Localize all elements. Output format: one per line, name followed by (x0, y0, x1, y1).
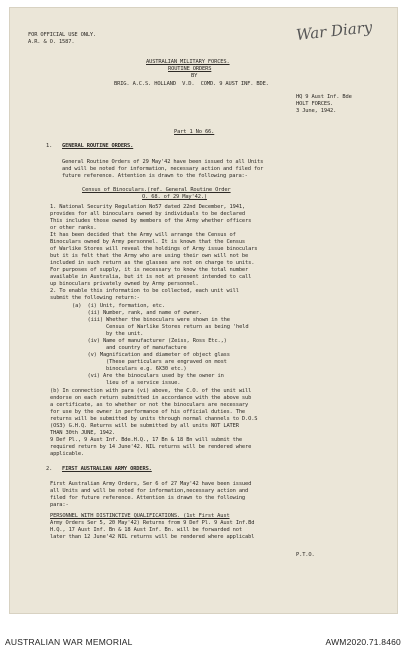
section-2-heading: FIRST AUSTRALIAN ARMY ORDERS. (62, 466, 152, 472)
return-list-item: lieu of a service issue. (72, 380, 181, 386)
return-list-item: by the unit. (72, 331, 144, 337)
s1-body2-line: for use by the owner in performance of his official duties. The (50, 409, 246, 415)
section-1-heading: GENERAL ROUTINE ORDERS. (62, 143, 134, 149)
return-list-item: (vi) Are the binoculars used by the owner in (72, 373, 224, 379)
s1-body-line: but it is felt that the Army who are using their own will not be (50, 253, 249, 259)
commander-line: BRIG. A.C.S. HOLLAND V.D. COMD. 9 AUST INF. BDE. (114, 81, 269, 87)
part-title: Part 1 No 66. (174, 129, 215, 135)
footer-accession-number: AWM2020.71.8460 (325, 637, 401, 647)
s2-body-line: First Australian Army Orders, Ser 6 of 27 May'42 have been issued (50, 481, 252, 487)
s2-subheading: PERSONNEL WITH DISTINCTIVE QUALIFICATIONS. (1st First Aust (50, 513, 230, 519)
s1-body-line: It has been decided that the Army will arrange the Census of (50, 232, 236, 238)
org-title: AUSTRALIAN MILITARY FORCES. (146, 59, 230, 65)
return-list-item: (iv) Name of manufacturer (Zeiss, Ross Etc.,) (72, 338, 227, 344)
document-date: 3 June, 1942. (296, 108, 337, 114)
s1-body-line: included in such return as the glasses are not on charge to units. (50, 260, 255, 266)
s1-intro-line: future reference. Attention is drawn to the following para:- (62, 173, 248, 179)
s1-body-line: submit the following return:- (50, 295, 140, 301)
hq-line: HQ 9 Aust Inf. Bde (296, 94, 352, 100)
footer-institution: AUSTRALIAN WAR MEMORIAL (5, 637, 133, 647)
s1-body-line: 2. To enable this information to be collected, each unit will (50, 288, 239, 294)
s1-body-line: 1. National Security Regulation No57 dated 22nd December, 1941, (50, 204, 246, 210)
s1-body-line: For purposes of supply, it is necessary to know the total number (50, 267, 249, 273)
handwritten-annotation: War Diary (295, 18, 374, 44)
s1-intro-line: General Routine Orders of 29 May'42 have been issued to all Units (62, 159, 264, 165)
orders-title: ROUTINE ORDERS (168, 66, 212, 72)
return-list-item: (a) (i) Unit, formation, etc. (72, 303, 165, 309)
census-ref: O. 68. of 29 May'42.) (142, 194, 208, 200)
pto-note: P.T.O. (296, 552, 315, 558)
census-title-text: Census of Binoculars.(ref. General Routine Order (82, 187, 231, 193)
return-list-item: and country of manufacture (72, 345, 187, 351)
s1-body-line: available in Australia, but it is not at present intended to call (50, 274, 252, 280)
return-list-item: (v) Magnification and diameter of object glass (72, 352, 230, 358)
document-page (10, 8, 397, 613)
s1-body2-line: THAN 30th JUNE, 1942. (50, 430, 116, 436)
s1-body-line: or other ranks. (50, 225, 97, 231)
s2-body2-line: Army Orders Ser 5, 20 May'42) Returns from 9 Def Pl. 9 Aust Inf.Bd (50, 520, 255, 526)
census-title (82, 187, 231, 194)
s2-body2-line: H.Q., 17 Aust Inf. Bn & 18 Aust Inf. Bn. will be forwarded not (50, 527, 242, 533)
s1-body2-line: required return by 14 June'42. NIL returns will be rendered where (50, 444, 252, 450)
document-ref: A.R. & O. 1587. (28, 39, 75, 45)
return-list-item: (iii) Whether the binoculars were shown in the (72, 317, 230, 323)
s1-body-line: up binoculars privately owned by Army personnel. (50, 281, 199, 287)
return-list-item: binoculars e.g. 6X30 etc.) (72, 366, 187, 372)
classification: FOR OFFICIAL USE ONLY. (28, 32, 97, 38)
s2-body-line: filed for future reference. Attention is drawn to the following (50, 495, 246, 501)
s1-body2-line: applicable. (50, 451, 85, 457)
s1-intro-line: and will be noted for information, necessary action and filed for (62, 166, 264, 172)
s1-body-line: Binoculars owned by Army personnel. It is known that the Census (50, 239, 246, 245)
section-1-number: 1. (46, 143, 53, 149)
s1-body2-line: endorse on each return submitted in accordance with the above sub (50, 395, 252, 401)
return-list-item: (These particulars are engraved on most (72, 359, 227, 365)
s1-body-line: This includes those owned by members of the Army whether officers (50, 218, 252, 224)
orders-by: BY (191, 73, 198, 79)
section-2-number: 2. (46, 466, 53, 472)
s2-body2-line: later than 12 June'42 NIL returns will be rendered where applicabl (50, 534, 255, 540)
return-list-item: (ii) Number, rank, and name of owner. (72, 310, 203, 316)
s1-body2-line: (OS3) G.H.Q. Returns will be submitted by all units NOT LATER (50, 423, 239, 429)
s1-body2-line: returns will be submitted by units through normal channels to D.O.S (50, 416, 258, 422)
s1-body2-line: 9 Def Pl., 9 Aust Inf. Bde.H.Q., 17 Bn & 18 Bn will submit the (50, 437, 242, 443)
return-list-item: Census of Warlike Stores return as being 'held (72, 324, 249, 330)
s2-body-line: para:- (50, 502, 69, 508)
s1-body2-line: (b) In connection with para (vi) above, the C.O. of the unit will (50, 388, 252, 394)
s1-body-line: of Warlike Stores will reveal the holdings of Army issue binoculars (50, 246, 258, 252)
s1-body2-line: a certificate, as to whether or not the binoculars are necessary (50, 402, 249, 408)
hq-place: HOLT FORCES. (296, 101, 334, 107)
archive-footer (0, 631, 407, 653)
s1-body-line: provides for all binoculars owned by individuals to be declared (50, 211, 246, 217)
s2-body-line: all Units and will be noted for information,necessary action and (50, 488, 249, 494)
